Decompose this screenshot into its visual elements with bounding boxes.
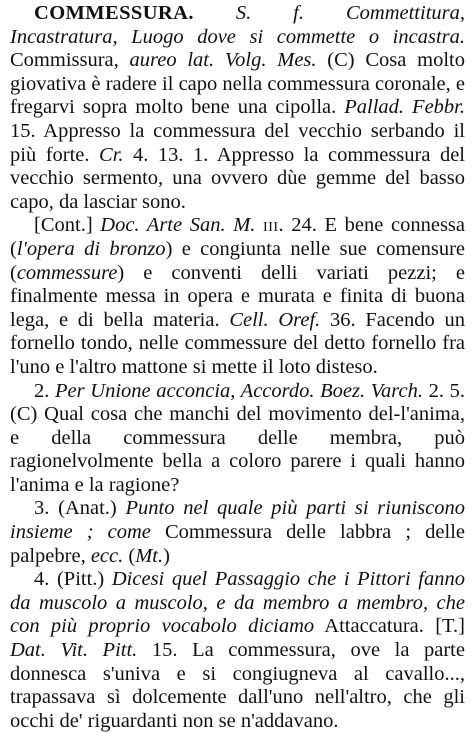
- quotation: 2. 5. (C) Qual cosa che manchi del movimento del-l'anima, e della commessura delle membra, può ragionelvolmente bella a coloro parere i quali hanno l'anima e la ragione?: [10, 379, 466, 496]
- roman-numeral: iii: [263, 214, 279, 237]
- entry-paragraph-3: [10, 380, 465, 498]
- source-citation: Pallad. Febbr.: [344, 96, 465, 119]
- definition: Punto nel quale più parti si riuniscono insieme ; come: [10, 497, 465, 544]
- dictionary-entry: [10, 2, 465, 733]
- text: [214, 49, 225, 71]
- gloss: l'opera di bronzo: [16, 237, 166, 260]
- source-citation: Cr.: [99, 143, 124, 166]
- contributor-tag: [Cont.]: [34, 214, 101, 237]
- abbreviation: ecc.: [90, 544, 124, 567]
- definition: Dicesi quel Passaggio che i Pittori fanno da muscolo a muscolo, e da membro a membro, che con più proprio vocabolo diciamo: [10, 568, 465, 638]
- entry-paragraph-2: [10, 214, 465, 379]
- entry-paragraph-5: [10, 568, 465, 733]
- quotation: ) e congiunta nelle sue comensure (: [10, 237, 465, 284]
- quotation: ) e conventi delli variati pezzi; e finalmente messa in opera e murata e finita di buona lega, e di bella materia.: [10, 261, 465, 331]
- sense-number: 4. (Pitt.): [34, 568, 112, 591]
- quotation: 15. Appresso la commessura del vecchio serbando il più forte.: [10, 119, 465, 166]
- definition: Per Unione acconcia, Accordo. Boez. Varch.: [55, 379, 423, 402]
- text: [255, 214, 263, 236]
- quotation: 15. La commessura, ove la parte donnesca s'univa e si congiugneva al cavallo..., trapassava sì dolcemente dall'uno nell'altro, che gli occhi de' riguardanti non se n'addavano.: [10, 639, 465, 732]
- source-citation: Mt.: [135, 544, 164, 567]
- source-citation: Dat. Vit. Pitt.: [10, 639, 138, 662]
- gloss: commessure: [16, 261, 118, 284]
- sense-number: 2.: [34, 379, 56, 402]
- text: ): [163, 544, 170, 567]
- text: Commissura,: [10, 49, 130, 72]
- source-citation: Volg. Mes.: [224, 49, 317, 72]
- quotation: 36. Facendo un fornello tondo, nelle commessure del detto fornello fra l'uno e l'altro mattone si mette il loto disteso.: [10, 308, 465, 378]
- source-citation: Cell. Oref.: [229, 308, 321, 331]
- synonyms: Commettitura, Incastratura, Luogo dove si commette o incastra.: [10, 2, 466, 48]
- example: Commessura delle labbra ; delle palpebre,: [10, 521, 465, 567]
- sense-number: 3. (Anat.): [34, 497, 126, 520]
- part-of-speech: S. f.: [235, 2, 305, 24]
- entry-paragraph-4: [10, 497, 465, 568]
- entry-paragraph-1: [10, 2, 465, 214]
- headword: COMMESSURA.: [34, 2, 194, 24]
- text: (: [123, 544, 136, 567]
- quotation: (C) Cosa molto giovativa è radere il capo nella commessura coronale, e fregarvi sopra molto bene una cipolla.: [10, 49, 465, 119]
- latin-note: aureo lat.: [129, 49, 215, 72]
- quotation: . 24. E bene connessa (: [10, 214, 465, 260]
- example: Attaccatura. [T.]: [314, 615, 465, 638]
- source-citation: Doc. Arte San. M.: [100, 214, 256, 237]
- quotation: 4. 13. 1. Appresso la commessura del vecchio sermento, una ovvero dùe gemme del basso capo, da lasciar sono.: [10, 143, 465, 213]
